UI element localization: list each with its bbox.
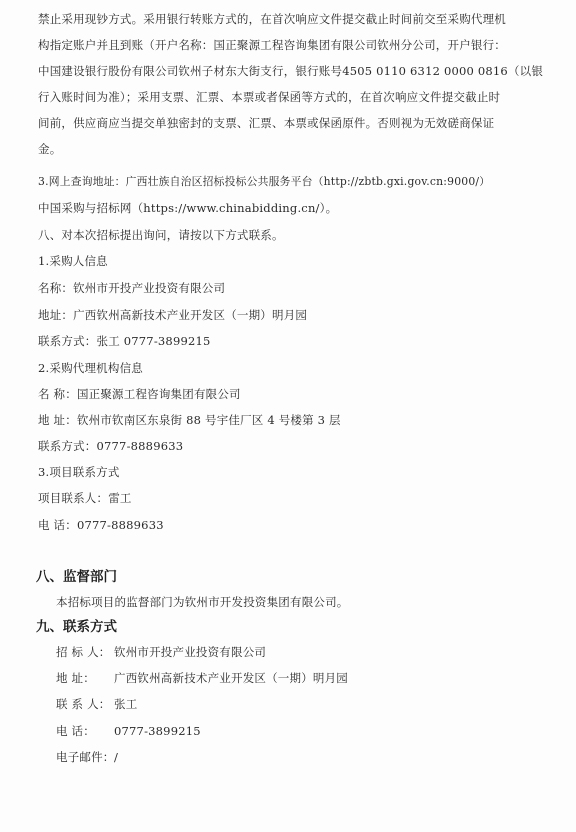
paragraph-line: 构指定账户并且到账（开户名称：国正聚源工程咨询集团有限公司钦州分公司，开户银行： xyxy=(38,38,506,52)
supervision-text: 本招标项目的监督部门为钦州市开发投资集团有限公司。 xyxy=(56,595,349,609)
contact-row-value: 张工 xyxy=(114,697,138,711)
agency-address: 地 址：钦州市钦南区东泉街 88 号宇佳厂区 4 号楼第 3 层 xyxy=(38,413,341,427)
contact-row-value: / xyxy=(114,750,119,764)
contact-row-value: 广西钦州高新技术产业开发区（一期）明月园 xyxy=(114,671,348,685)
project-person: 项目联系人：雷工 xyxy=(38,491,132,505)
query-site-line: 3.网上查询地址：广西壮族自治区招标投标公共服务平台（http://zbtb.gxi.gov.cn:9000/） xyxy=(38,175,491,188)
paragraph-line: 行入账时间为准）；采用支票、汇票、本票或者保函等方式的，在首次响应文件提交截止时 xyxy=(38,90,501,104)
supervision-heading: 八、监督部门 xyxy=(36,569,117,585)
paragraph-line: 金。 xyxy=(38,142,62,156)
agency-heading: 2.采购代理机构信息 xyxy=(38,361,143,375)
agency-contact: 联系方式：0777-8889633 xyxy=(38,439,184,453)
contact-row-phone xyxy=(56,724,201,738)
query-site-line: 中国采购与招标网（https://www.chinabidding.cn/）。 xyxy=(38,201,338,215)
project-phone: 电 话：0777-8889633 xyxy=(38,518,164,532)
contact-info-heading: 九、联系方式 xyxy=(36,619,117,635)
contact-row-label: 联 系 人： xyxy=(56,697,111,711)
paragraph-line: 禁止采用现钞方式。采用银行转账方式的，在首次响应文件提交截止时间前交至采购代理机 xyxy=(38,12,506,26)
contact-row-value: 0777-3899215 xyxy=(114,724,201,738)
contact-row-person xyxy=(56,697,137,711)
purchaser-name: 名称：钦州市开投产业投资有限公司 xyxy=(38,281,226,295)
paragraph-line: 中国建设银行股份有限公司钦州子材东大街支行，银行账号4505 0110 6312 0000 0816（以银 xyxy=(38,64,544,78)
contact-row-bidder xyxy=(56,645,266,659)
project-heading: 3.项目联系方式 xyxy=(38,465,120,479)
purchaser-contact: 联系方式：张工 0777-3899215 xyxy=(38,334,211,348)
contact-row-label: 招 标 人： xyxy=(56,645,111,659)
contact-row-label: 地 址： xyxy=(56,671,95,685)
purchaser-heading: 1.采购人信息 xyxy=(38,254,108,268)
contact-row-value: 钦州市开投产业投资有限公司 xyxy=(114,645,267,659)
paragraph-line: 间前，供应商应当提交单独密封的支票、汇票、本票或保函原件。否则视为无效磋商保证 xyxy=(38,116,495,130)
contact-row-label: 电子邮件： xyxy=(56,750,115,764)
agency-name: 名 称：国正聚源工程咨询集团有限公司 xyxy=(38,387,241,401)
contact-row-email xyxy=(56,750,118,764)
contact-section-title: 八、对本次招标提出询问，请按以下方式联系。 xyxy=(38,228,284,242)
contact-row-label: 电 话： xyxy=(56,724,95,738)
purchaser-address: 地址：广西钦州高新技术产业开发区（一期）明月园 xyxy=(38,308,308,322)
contact-row-address xyxy=(56,671,348,685)
